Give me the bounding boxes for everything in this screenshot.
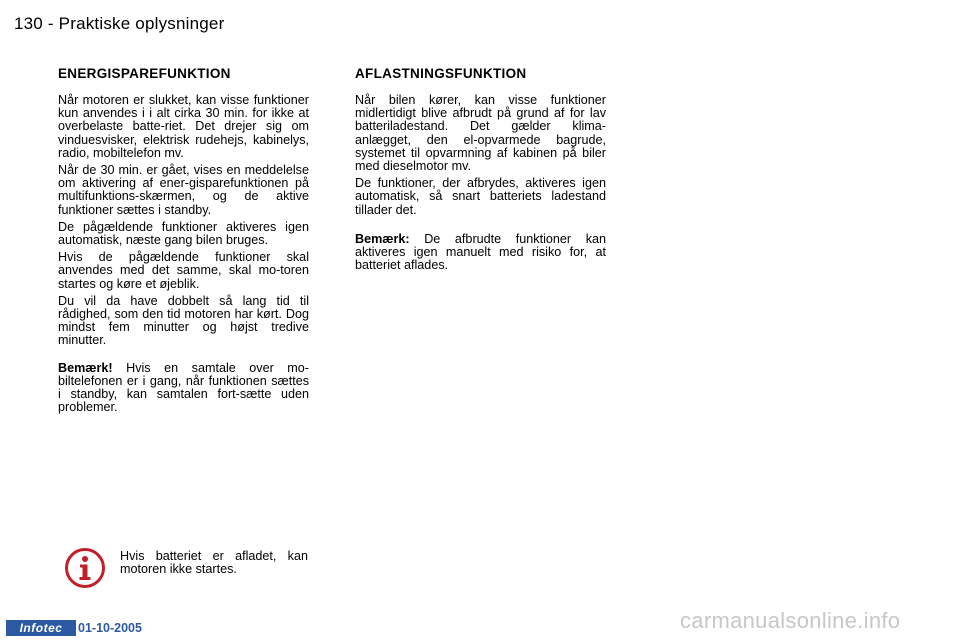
watermark: carmanualsonline.info bbox=[680, 608, 901, 633]
energy-saving-paragraph-4: Hvis de pågældende funktioner skal anvendes med det samme, skal mo-toren startes og køre et øjeblik. bbox=[58, 250, 309, 291]
info-icon bbox=[64, 547, 106, 589]
note-label: Bemærk: bbox=[355, 231, 410, 246]
energy-saving-note bbox=[58, 362, 309, 415]
note-text: De afbrudte funktioner kan aktiveres igen manuelt med risiko for, at batteriet aflades. bbox=[355, 231, 606, 273]
energy-saving-paragraph-3: De pågældende funktioner aktiveres igen automatisk, næste gang bilen bruges. bbox=[58, 219, 309, 248]
page-title: 130 - Praktiske oplysninger bbox=[14, 14, 225, 33]
energy-saving-paragraph-2: Når de 30 min. er gået, vises en meddelelse om aktivering af ener-gisparefunktionen på multifunktions-skærmen, og de aktive funktioner sættes i standby. bbox=[58, 163, 309, 217]
energy-saving-heading: ENERGISPAREFUNKTION bbox=[58, 66, 231, 81]
infotec-logo: Infotec bbox=[6, 620, 76, 636]
load-shedding-paragraph-1: Når bilen kører, kan visse funktioner midlertidigt blive afbrudt på grund af for lav batteriladestand. Det gælder klima-anlægget, den el-opvarmede bagrude, systemet til opvarmning af kabinen på biler med dieselmotor mv. bbox=[355, 93, 606, 174]
info-callout bbox=[64, 547, 310, 593]
energy-saving-paragraph-1: Når motoren er slukket, kan visse funktioner kun anvendes i i alt cirka 30 min. for ikke at overbelaste batte-riet. Det drejer sig om vinduesvisker, elektrisk rudehejs, kabinelys, radio, mobiltelefon mv. bbox=[58, 93, 309, 160]
load-shedding-section bbox=[355, 66, 606, 276]
note-label: Bemærk! bbox=[58, 360, 113, 375]
info-text: Hvis batteriet er afladet, kan motoren ikke startes. bbox=[120, 549, 308, 577]
load-shedding-paragraph-2: De funktioner, der afbrydes, aktiveres igen automatisk, så snart batteriets ladestand tillader det. bbox=[355, 176, 606, 217]
energy-saving-section bbox=[58, 66, 309, 418]
load-shedding-heading: AFLASTNINGSFUNKTION bbox=[355, 66, 527, 81]
load-shedding-note bbox=[355, 233, 606, 273]
print-date: 01-10-2005 bbox=[78, 621, 142, 635]
energy-saving-paragraph-5: Du vil da have dobbelt så lang tid til rådighed, som den tid motoren har kørt. Dog mindst fem minutter og højst tredive minutter. bbox=[58, 293, 309, 348]
note-text: Hvis en samtale over mo-biltelefonen er i gang, når funktionen sættes i standby, kan samtalen fort-sætte uden problemer. bbox=[58, 360, 309, 415]
